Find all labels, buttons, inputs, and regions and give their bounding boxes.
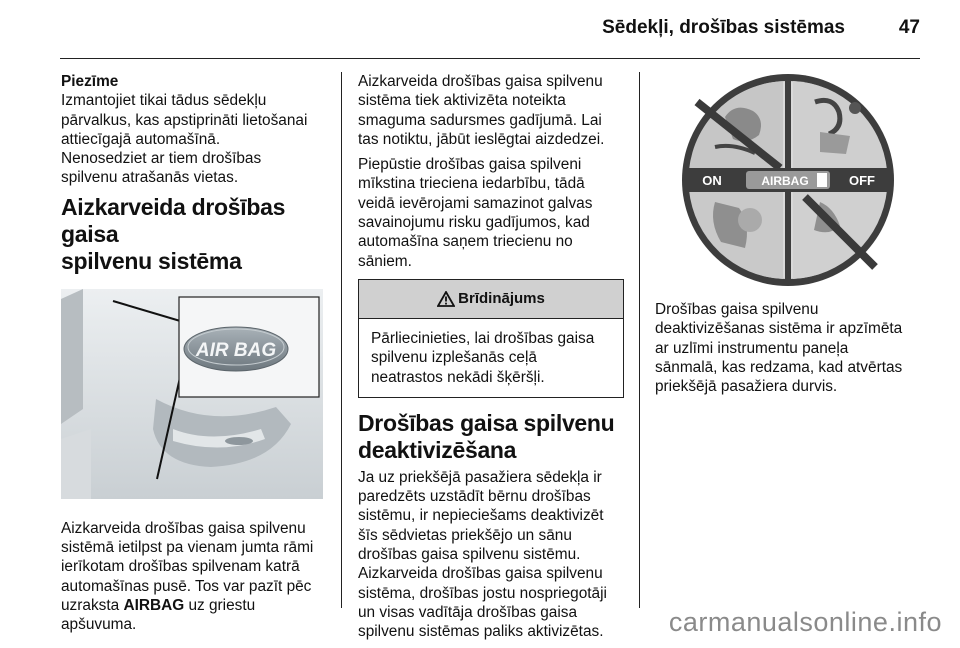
text-line: priekšējā pasažiera durvis. xyxy=(655,378,838,396)
text-line: paredzēts uzstādīt bērnu drošības xyxy=(358,488,591,506)
note-line: pārvalkus, kas apstiprināti lietošanai xyxy=(61,111,308,129)
text-line: un visas vadītāja drošības gaisa xyxy=(358,603,578,621)
curtain-airbag-body xyxy=(61,519,331,635)
warning-title: Brīdinājums xyxy=(458,290,545,308)
note-line: Nenosedziet ar tiem drošības xyxy=(61,150,262,168)
text-line: Drošības gaisa spilvenu xyxy=(655,301,819,318)
heading-line: spilvenu sistēma xyxy=(61,247,242,274)
text-line: ar uzlīmi instrumentu paneļa xyxy=(655,339,849,357)
text-line: drošības gaisa spilvenu sistēmu. xyxy=(358,546,581,564)
page-number: 47 xyxy=(898,17,920,38)
heading-line: Drošības gaisa spilvenu xyxy=(358,409,615,436)
text-line: Aizkarveida drošības gaisa spilvenu xyxy=(358,73,603,90)
text-line: savainojumu risku gadījumos, kad xyxy=(358,214,590,232)
text-line: mīkstina trieciena iedarbību, tādā xyxy=(358,175,585,193)
text-line: sāniem. xyxy=(358,252,412,270)
header-rule xyxy=(60,58,920,59)
note-line: spilvenu atrašanās vietas. xyxy=(61,169,239,187)
column-3 xyxy=(655,72,923,402)
text-line: spilvenu sistēmas paliks aktivizētas. xyxy=(358,623,604,641)
text-line: Aizkarveida drošības gaisa spilvenu xyxy=(358,565,603,583)
text-line: sistēma, drošības jostu nospriegotāji xyxy=(358,584,607,602)
warning-box xyxy=(358,279,624,398)
warning-header xyxy=(359,280,623,319)
note-line: attiecīgajā automašīnā. xyxy=(61,130,221,148)
text-line: sistēmu, ir nepieciešams deaktivizēt xyxy=(358,507,604,525)
text-line: šīs sēdvietas priekšējo un sānu xyxy=(358,526,572,544)
body-line: sistēmā ietilpst pa vienam jumta rāmi xyxy=(61,539,314,557)
text-line: smaguma sadursmes gadījumā. Lai xyxy=(358,111,602,129)
body-line xyxy=(61,596,331,615)
label-location-paragraph xyxy=(655,300,923,396)
airbag-roof-illustration xyxy=(61,289,323,499)
airbag-bold-term: AIRBAG xyxy=(123,596,185,614)
activation-paragraph xyxy=(358,72,624,149)
inflation-paragraph xyxy=(358,155,624,271)
note-line: Izmantojiet tikai tādus sēdekļu xyxy=(61,92,267,110)
text-line: sānmalā, kas redzama, kad atvērtas xyxy=(655,358,903,376)
text-line: Ja uz priekšējā pasažiera sēdekļa ir xyxy=(358,468,602,486)
warning-triangle-icon xyxy=(437,291,455,307)
text-line: automašīna saņem triecienu no xyxy=(358,233,573,251)
body-text: uzraksta xyxy=(61,596,124,614)
text-line: tas notiktu, jābūt ieslēgtai aizdedzei. xyxy=(358,130,605,148)
page-header xyxy=(0,0,960,60)
column-divider-2 xyxy=(639,72,640,608)
text-line: veidā ievērojami samazinot galvas xyxy=(358,194,593,212)
body-line: ierīkotam drošības spilvenam katrā xyxy=(61,558,300,576)
body-line: Aizkarveida drošības gaisa spilvenu xyxy=(61,519,306,537)
header-title: Sēdekļi, drošības sistēmas xyxy=(602,17,845,38)
body-text: uz griestu xyxy=(184,596,256,614)
deactivation-paragraph xyxy=(358,468,624,642)
column-2 xyxy=(358,72,624,648)
airbag-oval-label: AIR BAG xyxy=(195,339,277,361)
section-heading-deactivation xyxy=(358,410,624,464)
on-label: ON xyxy=(702,173,722,188)
text-line: Pārliecinieties, lai drošības gaisa xyxy=(371,329,595,347)
text-line: spilvenu izplešanās ceļā xyxy=(371,349,537,367)
text-line: deaktivizēšanas sistēma ir apzīmēta xyxy=(655,320,903,338)
off-label: OFF xyxy=(849,173,875,188)
section-heading-curtain-airbag xyxy=(61,194,331,275)
text-line: sistēma tiek aktivizēta noteikta xyxy=(358,92,566,110)
text-line: Piepūstie drošības gaisa spilveni xyxy=(358,156,582,174)
heading-line: deaktivizēšana xyxy=(358,436,517,463)
body-line: automašīnas pusē. Tos var pazīt pēc xyxy=(61,577,312,595)
warning-body xyxy=(359,319,623,397)
airbag-off-label-illustration xyxy=(655,72,921,288)
body-line: apšuvuma. xyxy=(61,616,137,634)
column-1 xyxy=(61,72,331,635)
heading-line: Aizkarveida drošības gaisa xyxy=(61,193,286,247)
watermark-text: carmanualsonline.info xyxy=(668,607,942,637)
airbag-label: AIRBAG xyxy=(761,174,809,188)
note-title: Piezīme xyxy=(61,73,119,90)
text-line: neatrastos nekādi šķēršļi. xyxy=(371,368,545,386)
note-block xyxy=(61,72,331,188)
column-divider-1 xyxy=(341,72,342,608)
